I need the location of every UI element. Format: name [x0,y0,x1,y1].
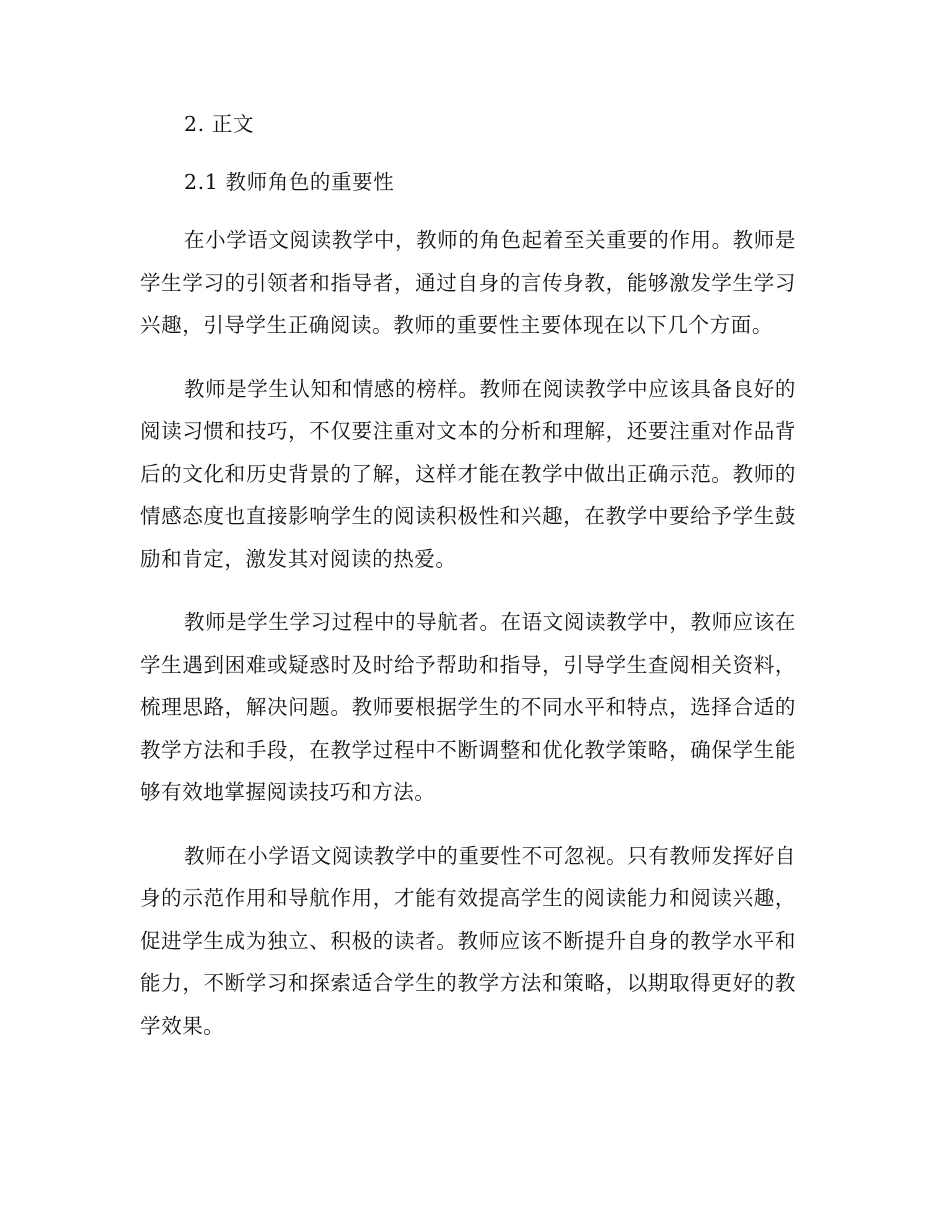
paragraph-conclusion: 教师在小学语文阅读教学中的重要性不可忽视。只有教师发挥好自身的示范作用和导航作用，才能有效提高学生的阅读能力和阅读兴趣，促进学生成为独立、积极的读者。教师应该不断提升自身的教学水平和能力，不断学习和探索适合学生的教学方法和策略，以期取得更好的教学效果。 [140,843,796,1038]
document-body [140,104,796,1068]
paragraph-navigator: 教师是学生学习过程中的导航者。在语文阅读教学中，教师应该在学生遇到困难或疑惑时及时给予帮助和指导，引导学生查阅相关资料，梳理思路，解决问题。教师要根据学生的不同水平和特点，选择合适的教学方法和手段，在教学过程中不断调整和优化教学策略，确保学生能够有效地掌握阅读技巧和方法。 [140,610,796,804]
section-heading: 2. 正文 [184,112,255,136]
paragraph-role-model: 教师是学生认知和情感的榜样。教师在阅读教学中应该具备良好的阅读习惯和技巧，不仅要注重对文本的分析和理解，还要注重对作品背后的文化和历史背景的了解，这样才能在教学中做出正确示范。教师的情感态度也直接影响学生的阅读积极性和兴趣，在教学中要给予学生鼓励和肯定，激发其对阅读的热爱。 [140,376,796,571]
subsection-heading: 2.1 教师角色的重要性 [184,170,395,194]
paragraph-intro: 在小学语文阅读教学中，教师的角色起着至关重要的作用。教师是学生学习的引领者和指导者，通过自身的言传身教，能够激发学生学习兴趣，引导学生正确阅读。教师的重要性主要体现在以下几个方面。 [140,228,796,337]
